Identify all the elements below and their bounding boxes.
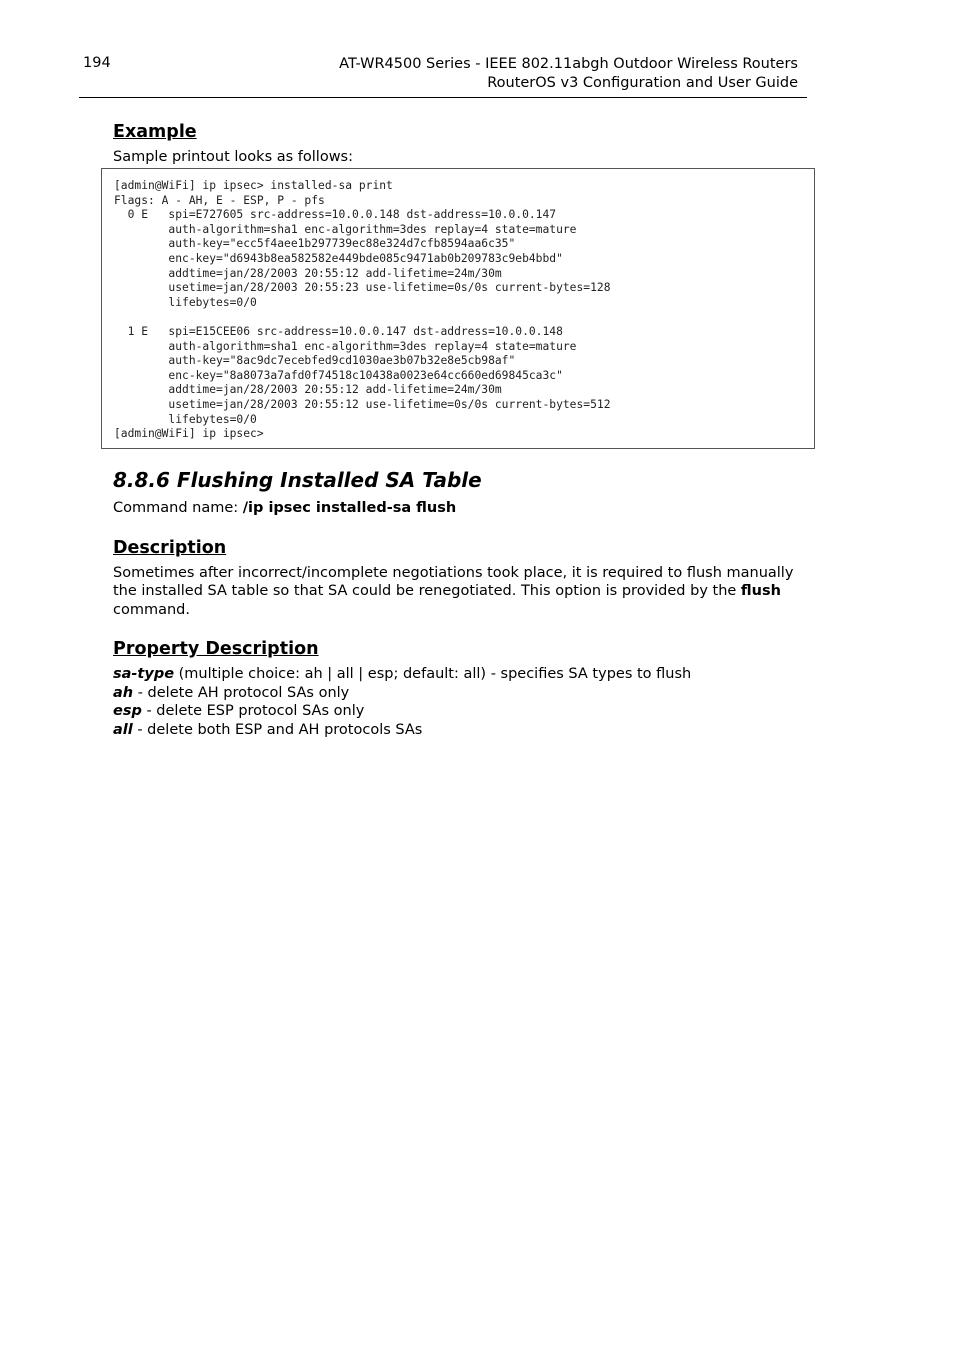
example-heading: Example [113,122,197,142]
property-name: esp [113,703,142,720]
code-sample-box [101,168,815,449]
code-line: auth-key="ecc5f4aee1b297739ec88e324d7cfb8594aa6c35" [114,237,516,251]
code-line: auth-algorithm=sha1 enc-algorithm=3des replay=4 state=mature [114,339,577,353]
property-text: (multiple choice: ah | all | esp; default: all) - specifies SA types to flush [174,666,692,682]
page-number: 194 [83,55,111,71]
example-intro: Sample printout looks as follows: [113,149,353,165]
section-content [113,467,813,740]
description-text-start: Sometimes after incorrect/incomplete negotiations took place, it is required to flush manually the installed SA table so that SA could be renegotiated. This option is provided by the [113,564,794,599]
code-line: lifebytes=0/0 [114,412,257,426]
description-heading: Description [113,537,227,558]
header-title-line1: AT-WR4500 Series - IEEE 802.11abgh Outdoor Wireless Routers [339,56,798,72]
code-line: enc-key="d6943b8ea582582e449bde085c9471ab0b209783c9eb4bbd" [114,251,563,265]
property-item [113,702,813,721]
code-line [114,310,802,325]
property-text: - delete ESP protocol SAs only [141,703,365,720]
section-title: 8.8.6 Flushing Installed SA Table [113,468,482,492]
code-line: lifebytes=0/0 [114,295,257,309]
header-rule [79,97,807,98]
property-description-heading: Property Description [113,639,319,659]
code-line: auth-key="8ac9dc7ecebfed9cd1030ae3b07b32e8e5cb98af" [114,354,516,368]
code-line: usetime=jan/28/2003 20:55:23 use-lifetime=0s/0s current-bytes=128 [114,281,611,295]
code-line: addtime=jan/28/2003 20:55:12 add-lifetime=24m/30m [114,266,502,280]
description-flush-keyword: flush [740,583,781,599]
code-line: [admin@WiFi] ip ipsec> [114,427,264,441]
property-list [113,665,813,740]
property-text: - delete both ESP and AH protocols SAs [132,722,423,739]
code-line: enc-key="8a8073a7afd0f74518c10438a0023e64cc660ed69845ca3c" [114,368,563,382]
property-text: - delete AH protocol SAs only [133,684,350,701]
code-line: 1 E spi=E15CEE06 src-address=10.0.0.147 dst-address=10.0.0.148 [114,324,563,338]
property-name: ah [113,684,134,701]
running-header [339,55,798,93]
command-prefix: Command name: [113,500,243,516]
property-item [113,684,813,703]
description-text-end: command. [113,601,190,618]
property-name: sa-type [113,666,175,682]
command-name: /ip ipsec installed-sa flush [242,500,457,516]
description-text [113,564,813,620]
code-line: [admin@WiFi] ip ipsec> installed-sa print [114,179,393,192]
code-line: 0 E spi=E727605 src-address=10.0.0.148 dst-address=10.0.0.147 [114,208,557,222]
property-item [113,721,813,740]
page-content [113,121,813,167]
property-name: all [113,722,133,739]
code-line: usetime=jan/28/2003 20:55:12 use-lifetime=0s/0s current-bytes=512 [114,397,611,411]
property-item [113,665,813,684]
code-line: auth-algorithm=sha1 enc-algorithm=3des replay=4 state=mature [114,222,577,236]
code-line: Flags: A - AH, E - ESP, P - pfs [114,193,325,207]
command-name-line [113,499,813,518]
code-line: addtime=jan/28/2003 20:55:12 add-lifetime=24m/30m [114,383,502,397]
header-title-line2: RouterOS v3 Configuration and User Guide [487,75,798,91]
